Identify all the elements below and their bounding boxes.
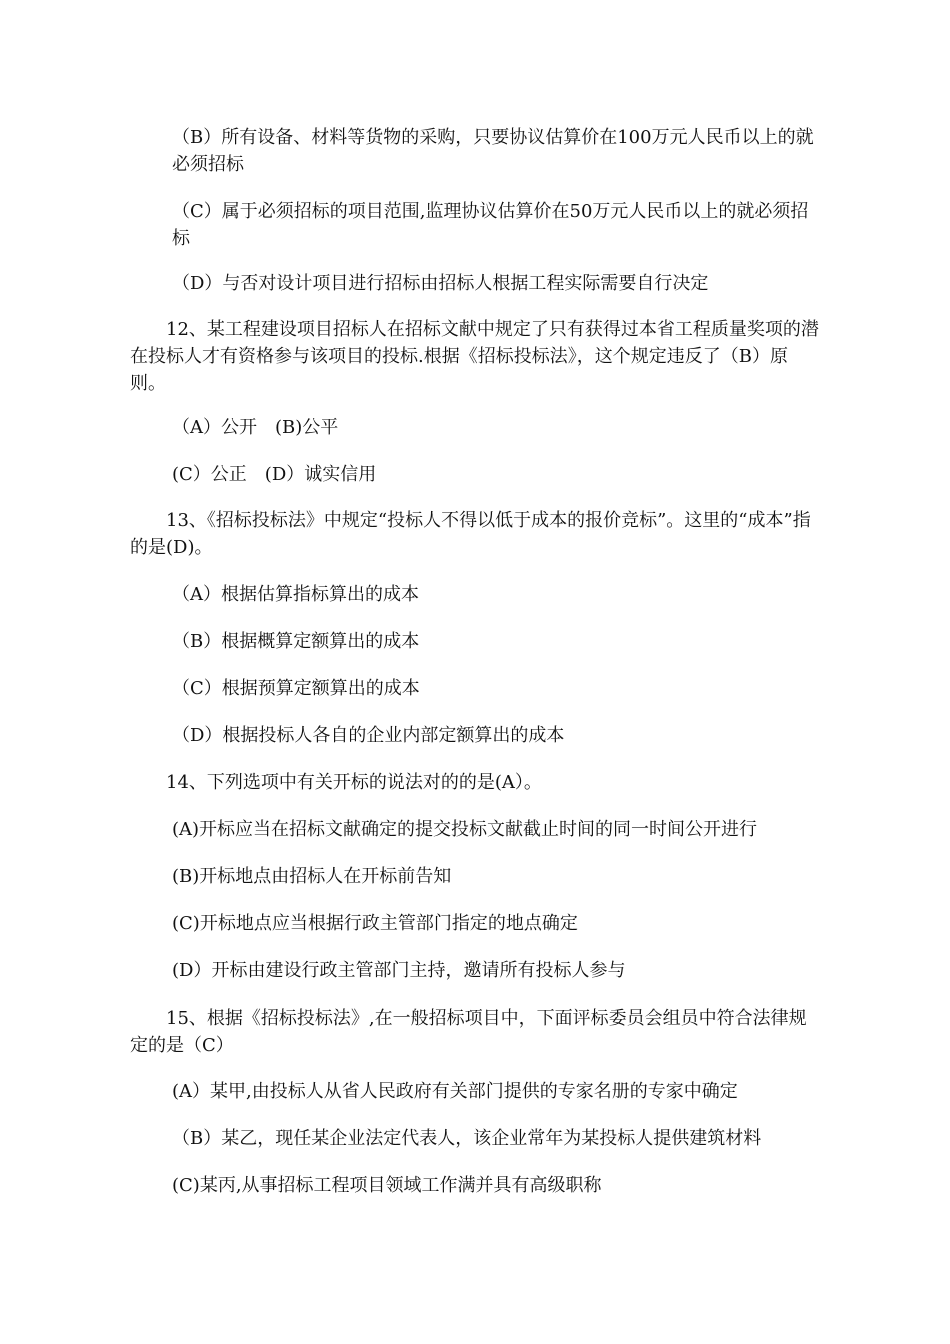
q13-option-d: （D）根据投标人各自的企业内部定额算出的成本 (172, 725, 565, 746)
q14-option-a: (A)开标应当在招标文献确定的提交投标文献截止时间的同一时间公开进行 (172, 819, 758, 840)
q14-stem: 14、下列选项中有关开标的说法对的的是(A）。 (166, 772, 542, 793)
q12-stem: 12、某工程建设项目招标人在招标文献中规定了只有获得过本省工程质量奖项的潜在投标人才有资格参与该项目的投标.根据《招标投标法》，这个规定违反了（B）原则。 (130, 319, 819, 394)
q13-stem: 13、《招标投标法》中规定“投标人不得以低于成本的报价竞标”。这里的“成本”指的是(D)。 (130, 510, 811, 558)
q15-option-b: （B）某乙，现任某企业法定代表人，该企业常年为某投标人提供建筑材料 (172, 1128, 762, 1149)
q15-stem: 15、根据《招标投标法》,在一般招标项目中，下面评标委员会组员中符合法律规定的是（C） (130, 1008, 807, 1056)
q15-option-a: (A）某甲,由投标人从省人民政府有关部门提供的专家名册的专家中确定 (172, 1081, 738, 1102)
q12-options-cd: (C）公正 (D）诚实信用 (172, 464, 377, 485)
q11-option-c: （C）属于必须招标的项目范围,监理协议估算价在50万元人民币以上的就必须招标 (172, 201, 809, 249)
q15-option-c: (C)某丙,从事招标工程项目领域工作满并具有高级职称 (172, 1175, 602, 1196)
q11-option-b: （B）所有设备、材料等货物的采购，只要协议估算价在100万元人民币以上的就必须招标 (172, 127, 814, 175)
q12-options-ab: （A）公开 (B)公平 (172, 417, 339, 438)
q14-option-c: (C)开标地点应当根据行政主管部门指定的地点确定 (172, 913, 578, 934)
q14-option-b: (B)开标地点由招标人在开标前告知 (172, 866, 452, 887)
q13-option-a: （A）根据估算指标算出的成本 (172, 584, 419, 605)
q13-option-b: （B）根据概算定额算出的成本 (172, 631, 420, 652)
q14-option-d: (D）开标由建设行政主管部门主持，邀请所有投标人参与 (172, 960, 626, 981)
q11-option-d: （D）与否对设计项目进行招标由招标人根据工程实际需要自行决定 (172, 273, 709, 294)
q13-option-c: （C）根据预算定额算出的成本 (172, 678, 420, 699)
